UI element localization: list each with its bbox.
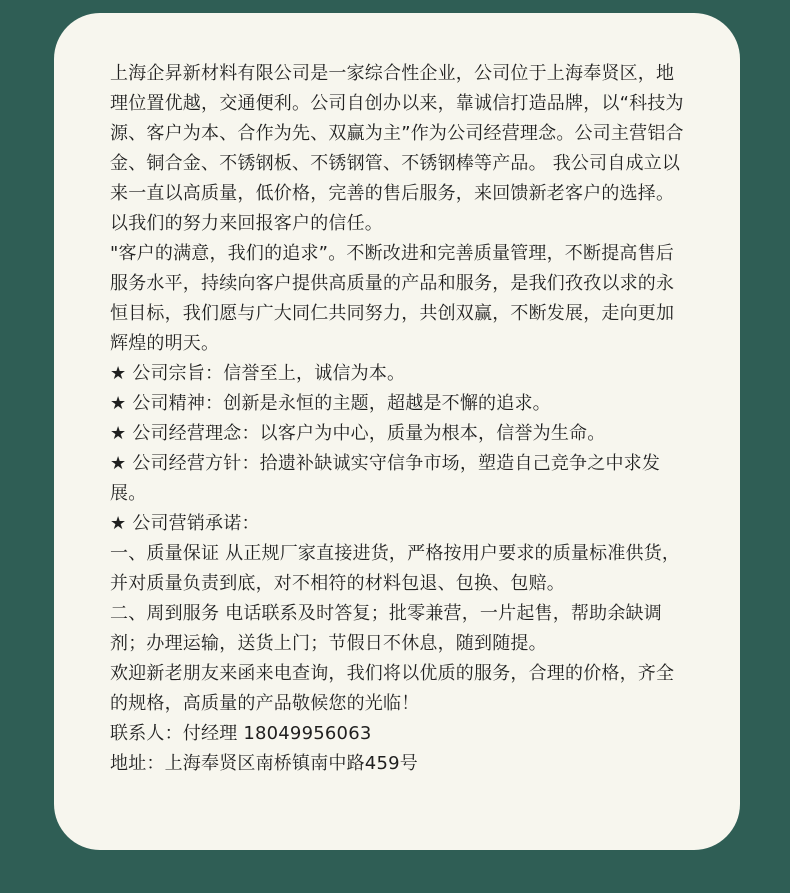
- address-line: 地址：上海奉贤区南桥镇南中路459号: [110, 753, 418, 774]
- purpose-line: ★ 公司宗旨：信誉至上，诚信为本。: [110, 363, 406, 384]
- contact-line: 联系人：付经理 18049956063: [110, 723, 372, 744]
- welcome-paragraph: 欢迎新老朋友来函来电查询，我们将以优质的服务，合理的价格，齐全的规格，高质量的产品敬候您的光临！: [110, 663, 675, 714]
- quality-guarantee-item: 一、质量保证 从正规厂家直接进货，严格按用户要求的质量标准供货，并对质量负责到底，对不相符的材料包退、包换、包赔。: [110, 543, 681, 594]
- company-description: [110, 59, 692, 779]
- business-policy-line: ★ 公司经营方针：拾遗补缺诚实守信争市场，塑造自己竞争之中求发展。: [110, 453, 661, 504]
- spirit-line: ★ 公司精神：创新是永恒的主题，超越是不懈的追求。: [110, 393, 551, 414]
- business-philosophy-line: ★ 公司经营理念：以客户为中心，质量为根本，信誉为生命。: [110, 423, 606, 444]
- philosophy-paragraph: "客户的满意，我们的追求”。不断改进和完善质量管理，不断提高售后服务水平，持续向客户提供高质量的产品和服务，是我们孜孜以求的永恒目标，我们愿与广大同仁共同努力，共创双赢，不断发展，走向更加辉煌的明天。: [110, 243, 675, 354]
- intro-paragraph: 上海企昇新材料有限公司是一家综合性企业，公司位于上海奉贤区，地理位置优越，交通便利。公司自创办以来，靠诚信打造品牌，以“科技为源、客户为本、合作为先、双赢为主”作为公司经营理念。公司主营铝合金、铜合金、不锈钢板、不锈钢管、不锈钢棒等产品。 我公司自成立以来一直以高质量，低价格，完善的售后服务，来回馈新老客户的选择。以我们的努力来回报客户的信任。: [110, 63, 684, 234]
- sales-commitment-heading: ★ 公司营销承诺：: [110, 513, 260, 534]
- info-card: [54, 13, 740, 850]
- service-item: 二、周到服务 电话联系及时答复；批零兼营，一片起售，帮助余缺调剂；办理运输，送货上门；节假日不休息，随到随提。: [110, 603, 662, 654]
